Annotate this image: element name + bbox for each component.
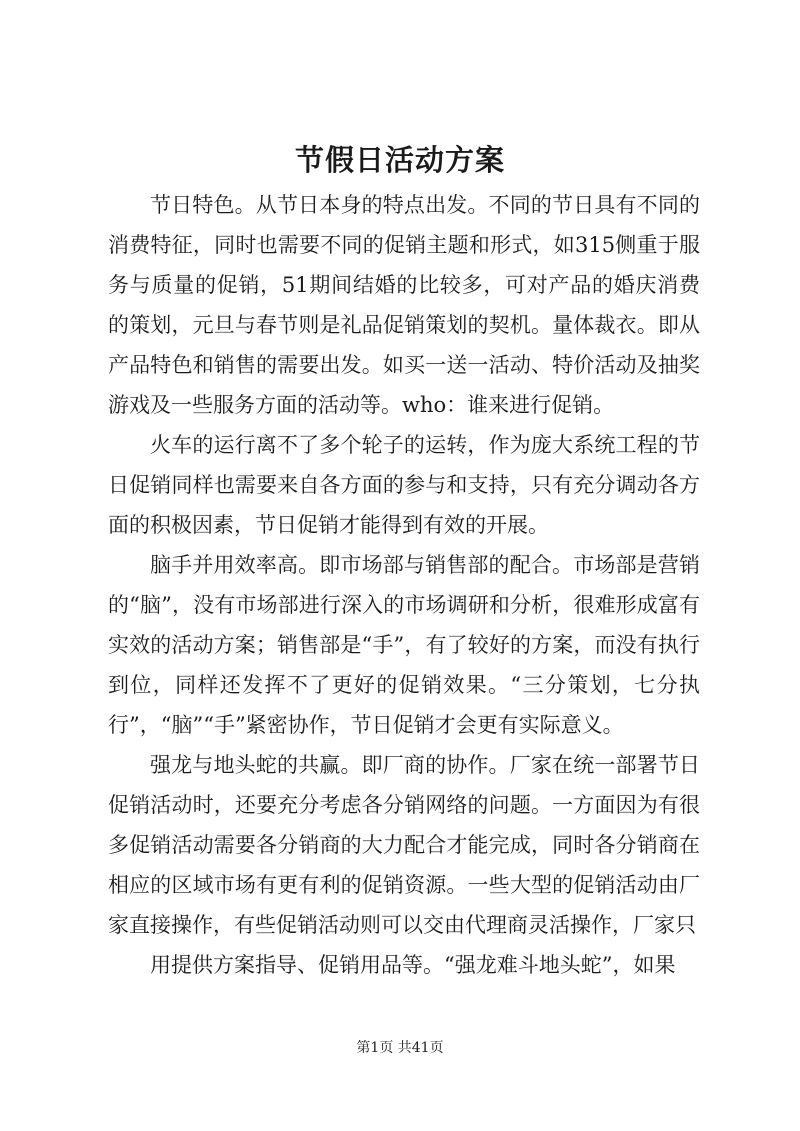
paragraph-continued: 用提供方案指导、促销用品等。“强龙难斗地头蛇”，如果 [150, 953, 676, 977]
page-number: 第1页 共41页 [356, 1040, 444, 1056]
document-body [108, 185, 700, 985]
paragraph-train-analogy: 火车的运行离不了多个轮子的运转，作为庞大系统工程的节日促销同样也需要来自各方面的参与和支持，只有充分调动各方面的积极因素，节日促销才能得到有效的开展。 [108, 433, 700, 537]
document-title: 节假日活动方案 [294, 143, 505, 177]
paragraph-brain-hand: 脑手并用效率高。即市场部与销售部的配合。市场部是营销的“脑”，没有市场部进行深入的市场调研和分析，很难形成富有实效的活动方案；销售部是“手”，有了较好的方案，而没有执行到位，同样还发挥不了更好的促销效果。“三分策划，七分执行”，“脑”“手”紧密协作，节日促销才会更有实际意义。 [108, 553, 700, 737]
paragraph-manufacturer-distributor: 强龙与地头蛇的共赢。即厂商的协作。厂家在统一部署节日促销活动时，还要充分考虑各分销网络的问题。一方面因为有很多促销活动需要各分销商的大力配合才能完成，同时各分销商在相应的区域市场有更有利的促销资源。一些大型的促销活动由厂家直接操作，有些促销活动则可以交由代理商灵活操作，厂家只 [108, 753, 700, 937]
paragraph-holiday-features: 节日特色。从节日本身的特点出发。不同的节日具有不同的消费特征，同时也需要不同的促销主题和形式，如315侧重于服务与质量的促销，51期间结婚的比较多，可对产品的婚庆消费的策划，元旦与春节则是礼品促销策划的契机。量体裁衣。即从产品特色和销售的需要出发。如买一送一活动、特价活动及抽奖游戏及一些服务方面的活动等。who：谁来进行促销。 [108, 193, 700, 417]
